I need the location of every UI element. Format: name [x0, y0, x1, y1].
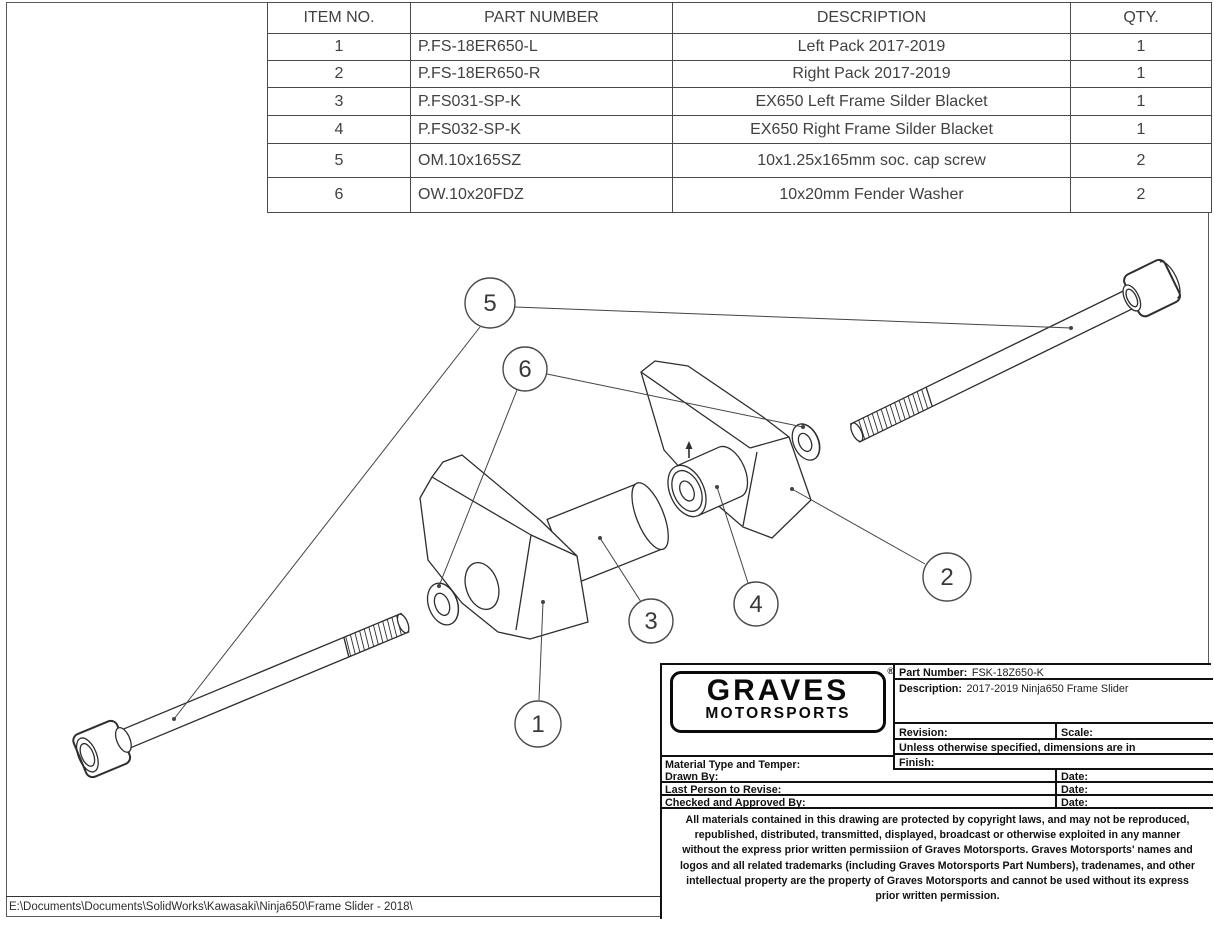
bom-description: 10x1.25x165mm soc. cap screw — [673, 144, 1071, 178]
bom-item-no: 4 — [268, 116, 411, 144]
copyright-line: republished, distributed, transmitted, displayed, broadcast or otherwise exploited in any manner — [694, 829, 1181, 842]
date-label: Date: — [1061, 784, 1088, 796]
file-path-band — [6, 896, 660, 917]
bom-item-no: 5 — [268, 144, 411, 178]
bom-description: 10x20mm Fender Washer — [673, 178, 1071, 213]
bom-qty: 1 — [1071, 88, 1212, 116]
checked-approved-label: Checked and Approved By: — [665, 797, 806, 809]
balloon-5 — [465, 278, 515, 328]
bom-header-item-no: ITEM NO. — [268, 3, 411, 34]
bom-description: Left Pack 2017-2019 — [673, 34, 1071, 61]
description-value: 2017-2019 Ninja650 Frame Slider — [966, 683, 1129, 695]
part-number-label: Part Number: — [899, 667, 968, 679]
title-block — [660, 663, 1211, 919]
bom-header-qty: QTY. — [1071, 3, 1212, 34]
bom-qty: 1 — [1071, 34, 1212, 61]
revision-row — [895, 724, 1213, 740]
part-number-row — [895, 665, 1213, 680]
bom-item-no: 6 — [268, 178, 411, 213]
copyright-notice — [662, 809, 1213, 921]
socket-cap-screw-top — [843, 256, 1186, 455]
drawn-by-label: Drawn By: — [665, 771, 719, 783]
balloon-3-number: 3 — [644, 608, 658, 635]
bom-description: Right Pack 2017-2019 — [673, 61, 1071, 88]
bom-qty: 1 — [1071, 116, 1212, 144]
units-note: Unless otherwise specified, dimensions are in — [899, 742, 1136, 754]
balloon-2-number: 2 — [940, 564, 954, 591]
balloon-2 — [923, 553, 971, 601]
balloon-5-number: 5 — [483, 290, 497, 317]
bom-header-part-number: PART NUMBER — [411, 3, 673, 34]
finish-row — [895, 755, 1213, 770]
copyright-line: prior written permission. — [875, 890, 1000, 903]
bom-part-number: P.FS-18ER650-R — [411, 61, 673, 88]
bom-part-number: OM.10x165SZ — [411, 144, 673, 178]
copyright-line: All materials contained in this drawing are protected by copyright laws, and may not be reproduced, — [685, 814, 1190, 826]
bom-header-description: DESCRIPTION — [673, 3, 1071, 34]
date-label: Date: — [1061, 797, 1088, 809]
balloon-4-number: 4 — [749, 591, 763, 618]
bom-qty: 1 — [1071, 61, 1212, 88]
last-revise-label: Last Person to Revise: — [665, 784, 782, 796]
socket-cap-screw-bottom — [70, 601, 416, 780]
description-row — [895, 680, 1213, 724]
copyright-line: without the express prior written permissiion of Graves Motorsports. Graves Motorsports' names and — [682, 844, 1193, 857]
units-note-row — [895, 740, 1213, 755]
material-cell — [662, 755, 895, 770]
logo-cell — [662, 665, 895, 755]
bom-item-no: 3 — [268, 88, 411, 116]
copyright-line: intellectual property are the property of Graves Motorsports and cannot be used without its express — [686, 874, 1189, 887]
graves-motorsports-logo — [670, 671, 886, 733]
bom-part-number: P.FS-18ER650-L — [411, 34, 673, 61]
bom-qty: 2 — [1071, 178, 1212, 213]
registered-trademark-icon: ® — [887, 666, 894, 676]
checked-approved-row — [662, 796, 1213, 809]
bom-part-number: P.FS031-SP-K — [411, 88, 673, 116]
balloon-1-number: 1 — [531, 711, 545, 738]
bom-item-no: 2 — [268, 61, 411, 88]
scale-label: Scale: — [1061, 727, 1093, 739]
copyright-line: logos and all related trademarks (including Graves Motorsports Part Numbers), tradenames, and other — [679, 859, 1196, 872]
description-label: Description: — [899, 683, 962, 695]
finish-label: Finish: — [899, 757, 935, 769]
bom-description: EX650 Right Frame Silder Blacket — [673, 116, 1071, 144]
bom-description: EX650 Left Frame Silder Blacket — [673, 88, 1071, 116]
bom-part-number: P.FS032-SP-K — [411, 116, 673, 144]
balloon-6-number: 6 — [518, 356, 532, 383]
bom-qty: 2 — [1071, 144, 1212, 178]
bom-part-number: OW.10x20FDZ — [411, 178, 673, 213]
date-label: Date: — [1061, 771, 1088, 783]
last-revise-row — [662, 783, 1213, 796]
logo-text-motorsports: MOTORSPORTS — [705, 705, 851, 722]
logo-text-graves: GRAVES — [706, 674, 850, 707]
revision-label: Revision: — [899, 727, 948, 739]
bom-item-no: 1 — [268, 34, 411, 61]
drawn-by-row — [662, 770, 1213, 783]
balloon-3 — [629, 599, 673, 643]
balloon-4 — [734, 582, 778, 626]
balloon-1 — [515, 701, 561, 747]
part-number-value: FSK-18Z650-K — [971, 667, 1044, 679]
material-label: Material Type and Temper: — [665, 759, 801, 771]
file-path: E:\Documents\Documents\SolidWorks\Kawasaki\Ninja650\Frame Slider - 2018\ — [9, 901, 413, 913]
balloon-6 — [503, 347, 547, 391]
